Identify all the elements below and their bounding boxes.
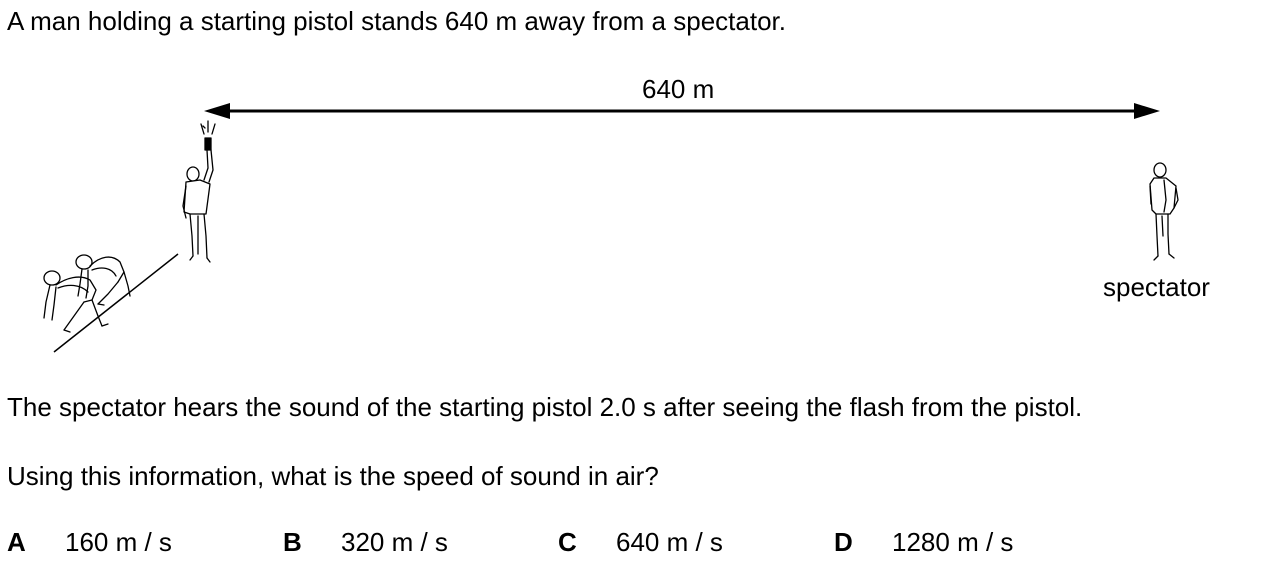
question-prompt: Using this information, what is the speed of sound in air? <box>7 461 659 491</box>
question-statement: The spectator hears the sound of the starting pistol 2.0 s after seeing the flash from the pistol. <box>7 392 1083 422</box>
crouching-runners-icon <box>44 255 130 332</box>
distance-arrow <box>204 103 1160 119</box>
track-start-line <box>54 254 178 352</box>
question-intro: A man holding a starting pistol stands 640 m away from a spectator. <box>7 6 786 36</box>
option-value: 1280 m / s <box>892 527 1014 557</box>
option-letter: B <box>283 527 302 557</box>
option-value: 160 m / s <box>65 527 172 557</box>
option-value: 640 m / s <box>616 527 723 557</box>
option-letter: C <box>558 527 577 557</box>
starter-with-pistol-icon <box>183 121 215 262</box>
distance-label: 640 m <box>642 74 715 104</box>
option-letter: A <box>7 527 26 557</box>
option-letter: D <box>834 527 853 557</box>
spectator-icon <box>1150 163 1178 260</box>
option-value: 320 m / s <box>341 527 448 557</box>
spectator-label: spectator <box>1103 272 1210 302</box>
